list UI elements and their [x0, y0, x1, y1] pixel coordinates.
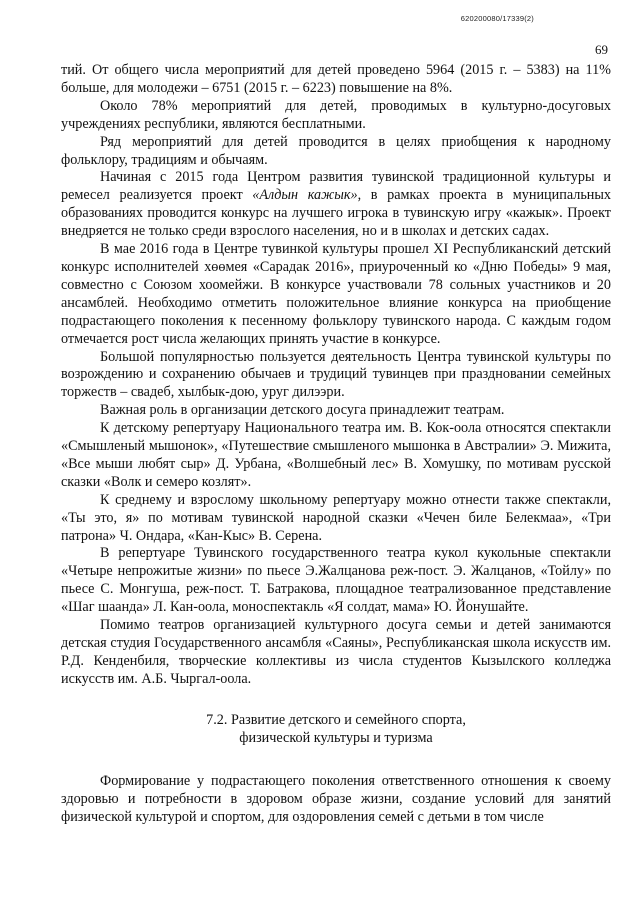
page-number: 69 [595, 42, 608, 57]
paragraph [61, 169, 611, 241]
paragraph-list [61, 62, 611, 689]
section-heading-line-2: физической культуры и туризма [239, 729, 433, 746]
section-heading [61, 711, 611, 747]
paragraph [61, 349, 611, 403]
paragraph-text: Важная роль в организации детского досуга принадлежит театрам. [100, 402, 505, 419]
paragraph-text: Около 78% мероприятий для детей, проводимых в культурно-досуговых учреждениях республики, являются бесплатными. [61, 97, 611, 132]
paragraph-text: В репертуаре Тувинского государственного театра кукол кукольные спектакли «Четыре непрожитые жизни» по пьесе Э.Жалцанова реж-пост. Э. Жалцанов, «Тойлу» по пьесе С. Монгуша, реж-пост. Т. Батракова, площадное театрализованное представление «Шаг шаанда» Л. Кан-оола, моноспектакль «Я солдат, мама» Ю. Йонушайте. [61, 545, 611, 616]
paragraph [61, 420, 611, 492]
paragraph [61, 402, 611, 420]
paragraph [61, 62, 611, 98]
document-id: 620200080/17339(2) [460, 14, 534, 23]
paragraph [61, 134, 611, 170]
paragraph-text: тий. От общего числа мероприятий для детей проведено 5964 (2015 г. – 5383) на 11% больше, для молодежи – 6751 (2015 г. – 6223) повышение на 8%. [61, 62, 611, 96]
body-text [61, 62, 611, 826]
paragraph [61, 545, 611, 617]
paragraph [61, 241, 611, 348]
paragraph-text: Помимо театров организацией культурного досуга семьи и детей занимаются детская студия Государственного ансамбля «Саяны», Республиканская школа искусств им. Р.Д. Кенденбиля, творческие коллективы из числа студентов Кызылского колледжа искусств им. А.Б. Чыргал-оола. [61, 617, 611, 687]
paragraph-text: В мае 2016 года в Центре тувинкой культуры прошел XI Республиканский детский конкурс исполнителей хөөмея «Сарадак 2016», приуроченный ко «Дню Победы» 9 мая, совместно с Союзом хоомейжи. В конкурсе участвовали 78 сольных участников и 20 ансамблей. Необходимо отметить положительное влияние конкурса на приобщение подрастающего поколения к песенному фольклору тувинского народа. С каждым годом отмечается рост числа желающих принять участие в конкурсе. [61, 241, 611, 347]
paragraph [61, 492, 611, 546]
paragraph-text: К детскому репертуару Национального театра им. В. Кок-оола относятся спектакли «Смышленый мышонок», «Путешествие смышленого мышонка в Австралии» Э. Мижита, «Все мыши любят сыр» Д. Урбана, «Волшебный лес» В. Хомушку, по мотивам русской сказки «Волк и семеро козлят». [61, 420, 611, 490]
final-paragraph: Формирование у подрастающего поколения ответственного отношения к своему здоровью и потребности в здоровом образе жизни, создание условий для занятий физической культурой и спортом, для оздоровления семей с детьми в том числе [61, 772, 611, 825]
italic-text: «Алдын кажык» [252, 187, 358, 204]
paragraph-text: Большой популярностью пользуется деятельность Центра тувинской культуры по возрождению и сохранению обычаев и трудиций тувинцев при праздновании семейных торжеств – свадеб, хылбык-дою, уруг дилээри. [61, 348, 611, 401]
section-heading-line-1: 7.2. Развитие детского и семейного спорта, [206, 711, 466, 728]
paragraph [61, 617, 611, 689]
paragraph [61, 98, 611, 134]
paragraph-text: , в рамках проекта в муниципальных образованиях проводится конкурс на лучшего игрока в тувинскую игру «кажык». Проект внедряется не только среди взрослого населения, но и в школах и детских садах. [61, 187, 612, 240]
paragraph-text: Ряд мероприятий для детей проводится в целях приобщения к народному фольклору, традициям и обычаям. [61, 133, 611, 168]
paragraph-text: Начиная с 2015 года Центром развития тувинской традиционной культуры и ремесел реализуется проект [61, 169, 611, 204]
paragraph-text: К среднему и взрослому школьному репертуару можно отнести также спектакли, «Ты это, я» по мотивам тувинской народной сказки «Чечен биле Белекмаа», «Три патрона» Ч. Ондара, «Кан-Кыс» В. Серена. [61, 491, 611, 544]
